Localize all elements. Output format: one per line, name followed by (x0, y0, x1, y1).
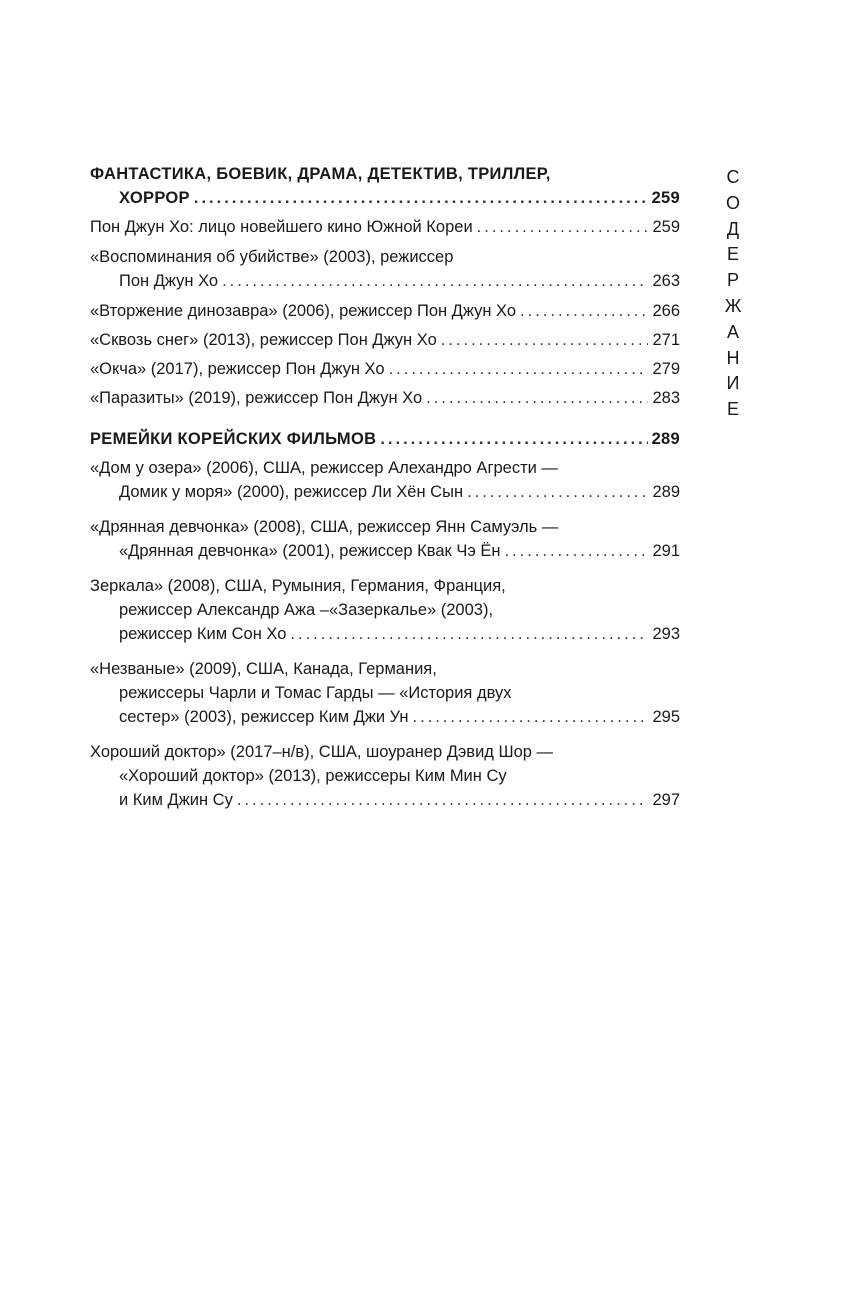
vertical-title-letter: Н (726, 347, 740, 368)
table-of-contents (90, 162, 680, 812)
vertical-title-letter: Ж (724, 295, 742, 316)
page-number: 289 (651, 430, 680, 448)
dot-leader (520, 299, 648, 323)
section-title: ХОРРОР (119, 189, 190, 207)
section-heading[interactable] (90, 162, 680, 210)
entry-title: «Дом у озера» (2006), США, режиссер Алехандро Агрести — (90, 459, 558, 477)
section-title: ФАНТАСТИКА, БОЕВИК, ДРАМА, ДЕТЕКТИВ, ТРИЛЛЕР, (90, 165, 551, 183)
page-number: 283 (652, 389, 680, 407)
entry-title: Домик у моря» (2000), режиссер Ли Хён Сын (119, 483, 464, 501)
vertical-page-title (722, 165, 744, 423)
toc-entry[interactable] (90, 515, 680, 563)
page-number: 291 (652, 542, 680, 560)
page-number: 289 (652, 483, 680, 501)
dot-leader (380, 427, 647, 451)
dot-leader (194, 186, 648, 210)
entry-title: «Паразиты» (2019), режиссер Пон Джун Хо (90, 389, 423, 407)
vertical-title-letter: Р (726, 270, 739, 291)
vertical-title-letter: О (725, 192, 740, 213)
entry-title: режиссеры Чарли и Томас Гарды — «История двух (119, 684, 512, 702)
dot-leader (413, 705, 649, 729)
entry-title: «Дрянная девчонка» (2008), США, режиссер Янн Самуэль — (90, 518, 559, 536)
dot-leader (426, 386, 648, 410)
entry-title: Пон Джун Хо: лицо новейшего кино Южной Кореи (90, 218, 473, 236)
vertical-title-letter: А (726, 321, 739, 342)
page-number: 263 (652, 272, 680, 290)
toc-entry[interactable] (90, 386, 680, 410)
page-number: 259 (651, 189, 680, 207)
page-number: 293 (652, 625, 680, 643)
entry-title: «Воспоминания об убийстве» (2003), режиссер (90, 248, 454, 266)
entry-title: Зеркала» (2008), США, Румыния, Германия, Франция, (90, 577, 506, 595)
dot-leader (290, 622, 648, 646)
dot-leader (441, 328, 649, 352)
entry-title: «Окча» (2017), режиссер Пон Джун Хо (90, 360, 385, 378)
vertical-title-letter: И (726, 373, 740, 394)
dot-leader (389, 357, 649, 381)
page-number: 297 (652, 791, 680, 809)
toc-entry[interactable] (90, 740, 680, 812)
dot-leader (504, 539, 648, 563)
page-number: 271 (652, 331, 680, 349)
entry-title: режиссер Ким Сон Хо (119, 625, 287, 643)
toc-entry[interactable] (90, 357, 680, 381)
page-number: 259 (652, 218, 680, 236)
entry-title: и Ким Джин Су (119, 791, 233, 809)
vertical-title-letter: С (726, 167, 740, 187)
toc-entry[interactable] (90, 328, 680, 352)
entry-title: Пон Джун Хо (119, 272, 219, 290)
toc-entry[interactable] (90, 657, 680, 729)
section-heading[interactable] (90, 427, 680, 451)
page-number: 266 (652, 302, 680, 320)
page-number: 295 (652, 708, 680, 726)
toc-entry[interactable] (90, 245, 680, 293)
toc-entry[interactable] (90, 456, 680, 504)
entry-title: «Незваные» (2009), США, Канада, Германия, (90, 660, 437, 678)
toc-entry[interactable] (90, 215, 680, 239)
vertical-title-letter: Д (726, 218, 740, 239)
dot-leader (467, 480, 648, 504)
entry-title: «Вторжение динозавра» (2006), режиссер Пон Джун Хо (90, 302, 517, 320)
entry-title: «Сквозь снег» (2013), режиссер Пон Джун Хо (90, 331, 437, 349)
vertical-title-letter: Е (726, 399, 739, 420)
entry-title: сестер» (2003), режиссер Ким Джи Ун (119, 708, 409, 726)
entry-title: режиссер Александр Ажа –«Зазеркалье» (2003), (119, 601, 494, 619)
dot-leader (222, 269, 648, 293)
entry-title: «Хороший доктор» (2013), режиссеры Ким Мин Су (119, 767, 507, 785)
page-number: 279 (652, 360, 680, 378)
entry-title: «Дрянная девчонка» (2001), режиссер Квак Чэ Ён (119, 542, 501, 560)
toc-entry[interactable] (90, 574, 680, 646)
dot-leader (237, 788, 649, 812)
toc-entry[interactable] (90, 299, 680, 323)
section-title: РЕМЕЙКИ КОРЕЙСКИХ ФИЛЬМОВ (90, 430, 377, 448)
vertical-title-letter: Е (726, 244, 739, 265)
dot-leader (477, 215, 649, 239)
entry-title: Хороший доктор» (2017–н/в), США, шоуранер Дэвид Шор — (90, 743, 554, 761)
